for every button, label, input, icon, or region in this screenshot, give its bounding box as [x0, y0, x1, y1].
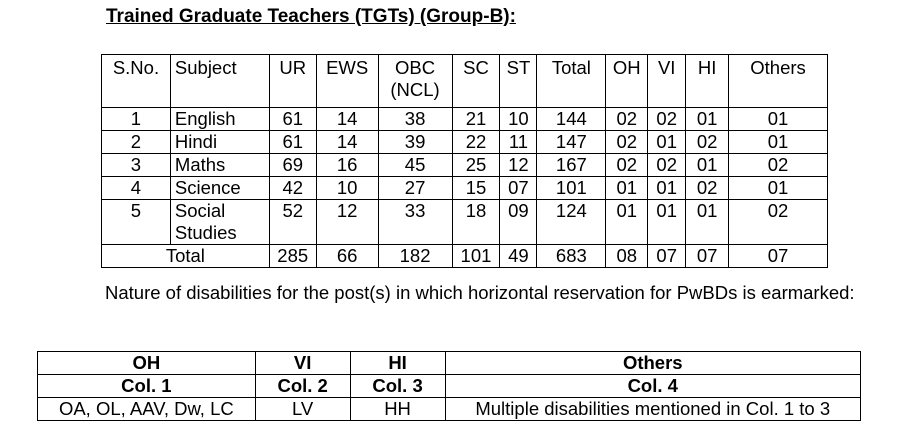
cell-sc: 22 [452, 131, 500, 154]
cell-subject: Hindi [170, 131, 269, 154]
cell-subject: English [170, 108, 269, 131]
cell-st: 09 [500, 200, 537, 245]
cell-hi: 02 [686, 131, 729, 154]
dis-value-hi: HH [350, 398, 445, 421]
dis-value-others: Multiple disabilities mentioned in Col. 1 to 3 [445, 398, 860, 421]
cell-oh: 02 [606, 131, 648, 154]
disability-header-row [38, 352, 861, 375]
cell-sc: 25 [452, 154, 500, 177]
cell-subject: Maths [170, 154, 269, 177]
table-row [102, 177, 828, 200]
disability-col-row [38, 375, 861, 398]
cell-obc: 33 [378, 200, 452, 245]
cell-vi: 01 [648, 177, 686, 200]
dis-header-oh: OH [38, 352, 256, 375]
dis-header-others: Others [445, 352, 860, 375]
total-hi: 07 [686, 245, 729, 268]
section-heading: Trained Graduate Teachers (TGTs) (Group-B): [106, 6, 516, 27]
cell-sc: 18 [452, 200, 500, 245]
cell-obc: 38 [378, 108, 452, 131]
cell-ur: 61 [269, 108, 316, 131]
cell-total: 167 [537, 154, 606, 177]
cell-sno: 2 [102, 131, 171, 154]
header-sno: S.No. [102, 55, 171, 108]
cell-oh: 02 [606, 108, 648, 131]
cell-vi: 01 [648, 200, 686, 245]
cell-hi: 01 [686, 154, 729, 177]
cell-sno: 1 [102, 108, 171, 131]
cell-others: 01 [729, 108, 828, 131]
cell-ur: 69 [269, 154, 316, 177]
total-vi: 07 [648, 245, 686, 268]
vacancy-table [101, 54, 828, 268]
cell-sno: 3 [102, 154, 171, 177]
cell-sc: 21 [452, 108, 500, 131]
total-total: 683 [537, 245, 606, 268]
cell-others: 02 [729, 154, 828, 177]
header-subject: Subject [170, 55, 269, 108]
header-others: Others [729, 55, 828, 108]
disability-value-row [38, 398, 861, 421]
cell-st: 07 [500, 177, 537, 200]
dis-col-4: Col. 4 [445, 375, 860, 398]
total-label: Total [102, 245, 270, 268]
dis-col-1: Col. 1 [38, 375, 256, 398]
total-sc: 101 [452, 245, 500, 268]
cell-total: 124 [537, 200, 606, 245]
header-ur: UR [269, 55, 316, 108]
cell-others: 02 [729, 200, 828, 245]
vacancy-table-header-row [102, 55, 828, 108]
cell-sno: 4 [102, 177, 171, 200]
cell-st: 11 [500, 131, 537, 154]
cell-others: 01 [729, 177, 828, 200]
cell-total: 144 [537, 108, 606, 131]
header-vi: VI [648, 55, 686, 108]
cell-oh: 01 [606, 200, 648, 245]
cell-oh: 01 [606, 177, 648, 200]
cell-obc: 39 [378, 131, 452, 154]
cell-subject: Science [170, 177, 269, 200]
dis-col-3: Col. 3 [350, 375, 445, 398]
header-total: Total [537, 55, 606, 108]
table-row [102, 131, 828, 154]
cell-subject: Social Studies [170, 200, 269, 245]
header-obc: OBC (NCL) [378, 55, 452, 108]
pwbd-note: Nature of disabilities for the post(s) in which horizontal reservation for PwBDs is earmarked: [105, 282, 855, 303]
cell-sno: 5 [102, 200, 171, 245]
cell-vi: 02 [648, 154, 686, 177]
header-st: ST [500, 55, 537, 108]
total-ews: 66 [316, 245, 378, 268]
dis-value-oh: OA, OL, AAV, Dw, LC [38, 398, 256, 421]
cell-ews: 16 [316, 154, 378, 177]
cell-hi: 01 [686, 108, 729, 131]
header-hi: HI [686, 55, 729, 108]
table-row [102, 154, 828, 177]
total-row [102, 245, 828, 268]
cell-ur: 42 [269, 177, 316, 200]
cell-obc: 27 [378, 177, 452, 200]
cell-st: 10 [500, 108, 537, 131]
cell-st: 12 [500, 154, 537, 177]
dis-value-vi: LV [255, 398, 350, 421]
header-sc: SC [452, 55, 500, 108]
table-row [102, 108, 828, 131]
cell-ews: 14 [316, 108, 378, 131]
cell-vi: 01 [648, 131, 686, 154]
cell-total: 147 [537, 131, 606, 154]
total-oh: 08 [606, 245, 648, 268]
dis-col-2: Col. 2 [255, 375, 350, 398]
total-ur: 285 [269, 245, 316, 268]
cell-ews: 14 [316, 131, 378, 154]
cell-total: 101 [537, 177, 606, 200]
total-obc: 182 [378, 245, 452, 268]
dis-header-vi: VI [255, 352, 350, 375]
cell-ur: 61 [269, 131, 316, 154]
cell-others: 01 [729, 131, 828, 154]
dis-header-hi: HI [350, 352, 445, 375]
header-ews: EWS [316, 55, 378, 108]
disability-table [37, 351, 861, 421]
cell-hi: 02 [686, 177, 729, 200]
cell-obc: 45 [378, 154, 452, 177]
cell-oh: 02 [606, 154, 648, 177]
total-st: 49 [500, 245, 537, 268]
total-others: 07 [729, 245, 828, 268]
cell-ews: 12 [316, 200, 378, 245]
cell-ur: 52 [269, 200, 316, 245]
cell-sc: 15 [452, 177, 500, 200]
cell-ews: 10 [316, 177, 378, 200]
cell-hi: 01 [686, 200, 729, 245]
cell-vi: 02 [648, 108, 686, 131]
header-oh: OH [606, 55, 648, 108]
table-row [102, 200, 828, 245]
